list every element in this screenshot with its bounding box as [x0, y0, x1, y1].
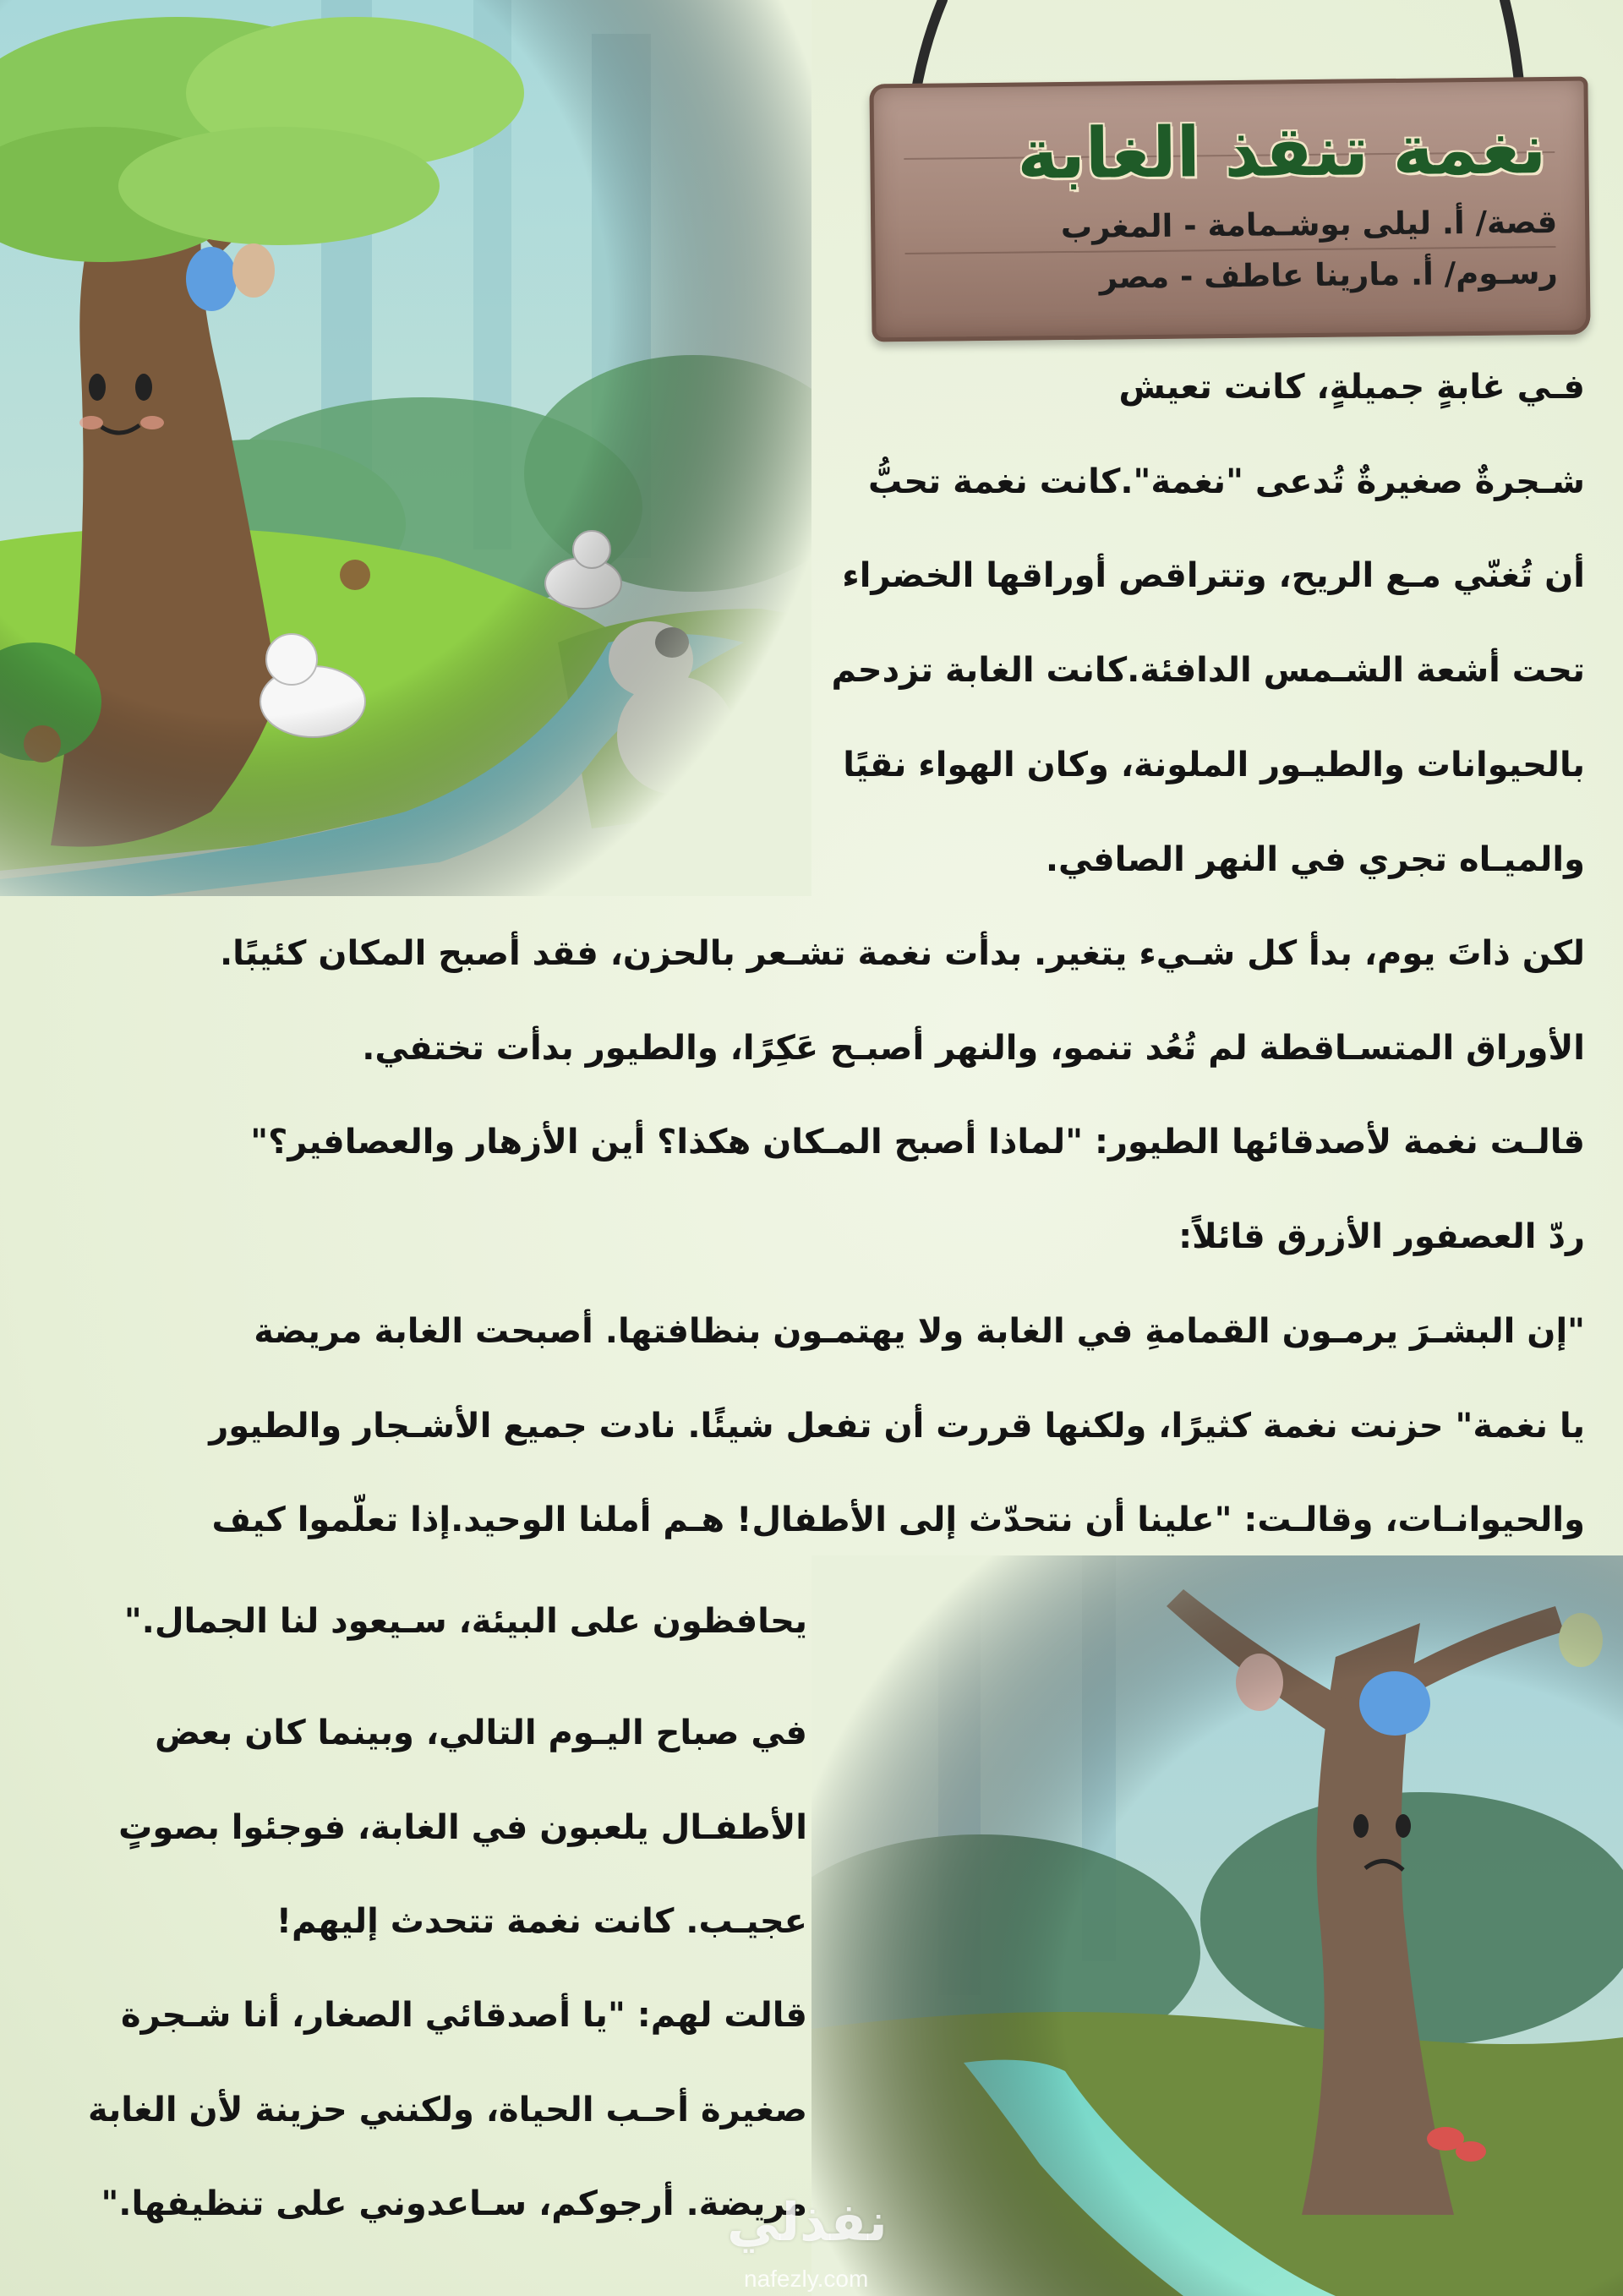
story-line: صغيرة أحـب الحياة، ولكنني حزينة لأن الغابة	[88, 2091, 807, 2129]
story-line: يا نغمة" حزنت نغمة كثيرًا، ولكنها قررت أن تفعل شيئًا. نادت جميع الأشـجار والطيور	[209, 1407, 1585, 1446]
story-line: "إن البشـرَ يرمـون القمامةِ في الغابة ولا يهتمـون بنظافتها. أصبحت الغابة مريضة	[254, 1312, 1585, 1351]
watermark-domain: nafezly.com	[744, 2266, 869, 2292]
story-line: في صباح اليـوم التالي، وبينما كان بعض	[155, 1714, 807, 1752]
story-line: أن تُغنّي مـع الريح، وتتراقص أوراقها الخضراء	[842, 556, 1585, 595]
story-line: يحافظون على البيئة، سـيعود لنا الجمال."	[123, 1602, 807, 1641]
story-line: الأطفـال يلعبون في الغابة، فوجئوا بصوتٍ	[118, 1808, 807, 1847]
story-line: فـي غابةٍ جميلةٍ، كانت تعيش	[1118, 368, 1585, 407]
author-credit: قصة/ أ. ليلى بوشـمامة - المغرب	[1060, 203, 1558, 246]
story-line: والميـاه تجري في النهر الصافي.	[1045, 840, 1585, 879]
story-title: نغمة تنقذ الغابة	[1016, 109, 1547, 195]
story-line: قالت لهم: "يا أصدقائي الصغار، أنا شـجرة	[120, 1996, 807, 2035]
story-line: قالـت نغمة لأصدقائها الطيور: "لماذا أصبح المـكان هكذا؟ أين الأزهار والعصافير؟"	[250, 1123, 1585, 1162]
story-line: تحت أشعة الشـمس الدافئة.كانت الغابة تزدحم	[831, 651, 1585, 690]
story-line: بالحيوانات والطيـور الملونة، وكان الهواء نقيًا	[843, 746, 1585, 784]
forest-illustration-bottom	[812, 1555, 1623, 2296]
illustrator-credit: رسـوم/ أ. مارينا عاطف - مصر	[1099, 254, 1559, 296]
story-line: والحيوانـات، وقالـت: "علينا أن نتحدّث إلى الأطفال! هـم أملنا الوحيد.إذا تعلّموا كيف	[211, 1501, 1585, 1539]
story-line: عجيـب. كانت نغمة تتحدث إليهم!	[276, 1902, 807, 1941]
forest-illustration-top	[0, 0, 812, 896]
story-line: مريضة. أرجوكم، سـاعدوني على تنظيفها."	[101, 2184, 807, 2223]
story-line: ردّ العصفور الأزرق قائلاً:	[1178, 1217, 1585, 1256]
story-line: شـجرةٌ صغيرةٌ تُدعى "نغمة".كانت نغمة تحبُّ	[868, 462, 1585, 501]
story-line: لكن ذاتَ يوم، بدأ كل شـيء يتغير. بدأت نغمة تشـعر بالحزن، فقد أصبح المكان كئيبًا.	[219, 934, 1585, 973]
watermark-logo: نفذلي	[727, 2191, 888, 2253]
title-sign	[869, 77, 1590, 342]
story-line: الأوراق المتسـاقطة لم تُعُد تنمو، والنهر أصبـح عَكِرًا، والطيور بدأت تختفي.	[362, 1029, 1585, 1068]
